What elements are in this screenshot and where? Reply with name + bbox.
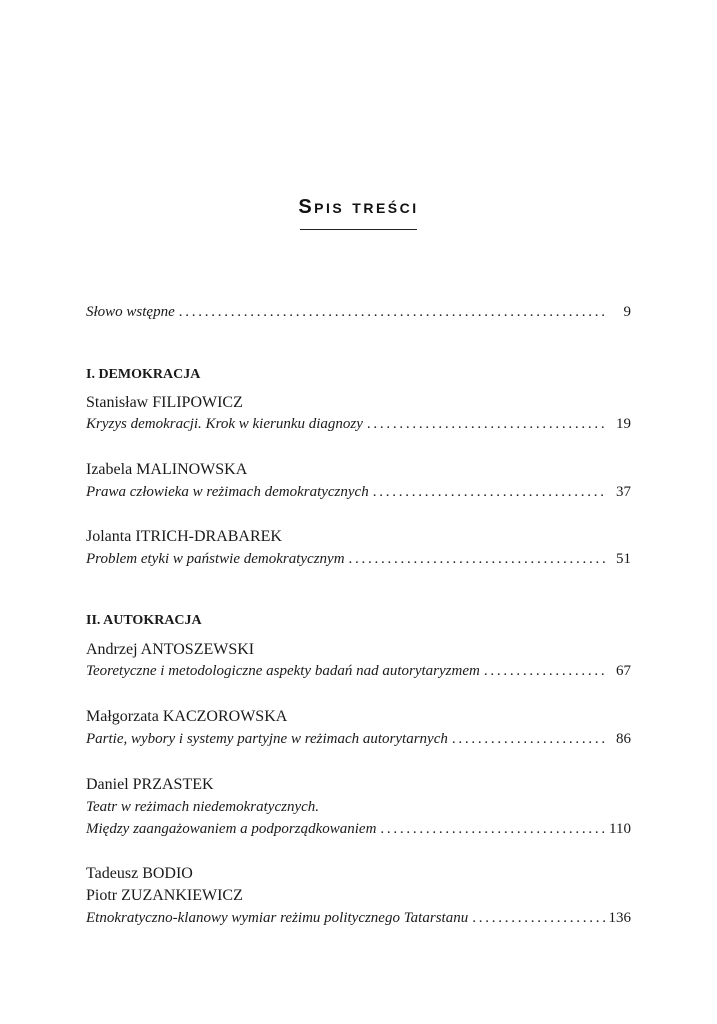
entry-author: Andrzej ANTOSZEWSKI [86, 641, 255, 658]
entry-title: Problem etyki w państwie demokratycznym [86, 551, 345, 567]
dot-leader [369, 482, 607, 502]
entry-title: Kryzys demokracji. Krok w kierunku diagnozy [86, 416, 363, 432]
toc-entry[interactable] [86, 414, 631, 434]
entry-page-number: 86 [616, 731, 631, 747]
toc-entry[interactable] [86, 908, 631, 928]
entry-page-number: 9 [623, 304, 631, 320]
entry-title: Prawa człowieka w reżimach demokratycznych [86, 484, 369, 500]
entry-author: Małgorzata KACZOROWSKA [86, 708, 288, 725]
dot-leader [345, 549, 607, 569]
toc-entry-preface[interactable] [86, 302, 631, 322]
entry-page-number: 136 [608, 910, 631, 926]
dot-leader [480, 661, 607, 681]
toc-entry[interactable] [86, 819, 631, 839]
page-title [0, 196, 717, 219]
toc-entry[interactable] [86, 482, 631, 502]
entry-title: Słowo wstępne [86, 304, 175, 320]
entry-title: Etnokratyczno-klanowy wymiar reżimu politycznego Tatarstanu [86, 910, 469, 926]
dot-leader [376, 819, 607, 839]
entry-title: Między zaangażowaniem a podporządkowaniem [86, 821, 377, 837]
entry-author: Jolanta ITRICH-DRABAREK [86, 528, 282, 545]
entry-page-number: 51 [616, 551, 631, 567]
entry-author: Tadeusz BODIO [86, 865, 193, 882]
entry-title-line: Teatr w reżimach niedemokratycznych. [86, 799, 320, 815]
entry-author: Daniel PRZASTEK [86, 776, 214, 793]
toc-entry[interactable] [86, 661, 631, 681]
entry-author: Stanisław FILIPOWICZ [86, 394, 243, 411]
entry-author: Piotr ZUZANKIEWICZ [86, 887, 243, 904]
section-heading: I. DEMOKRACJA [86, 367, 201, 382]
dot-leader [468, 908, 607, 928]
entry-page-number: 37 [616, 484, 631, 500]
dot-leader [448, 729, 607, 749]
title-underline [300, 229, 417, 230]
dot-leader [175, 302, 607, 322]
entry-title: Teoretyczne i metodologiczne aspekty badań nad autorytaryzmem [86, 663, 480, 679]
entry-title: Partie, wybory i systemy partyjne w reżimach autorytarnych [86, 731, 448, 747]
entry-page-number: 110 [609, 821, 631, 837]
section-heading: II. AUTOKRACJA [86, 613, 202, 628]
entry-page-number: 67 [616, 663, 631, 679]
toc-entry[interactable] [86, 549, 631, 569]
entry-page-number: 19 [616, 416, 631, 432]
toc-entry[interactable] [86, 729, 631, 749]
page-title-text: Spis treści [298, 196, 419, 218]
dot-leader [363, 414, 607, 434]
entry-author: Izabela MALINOWSKA [86, 461, 248, 478]
